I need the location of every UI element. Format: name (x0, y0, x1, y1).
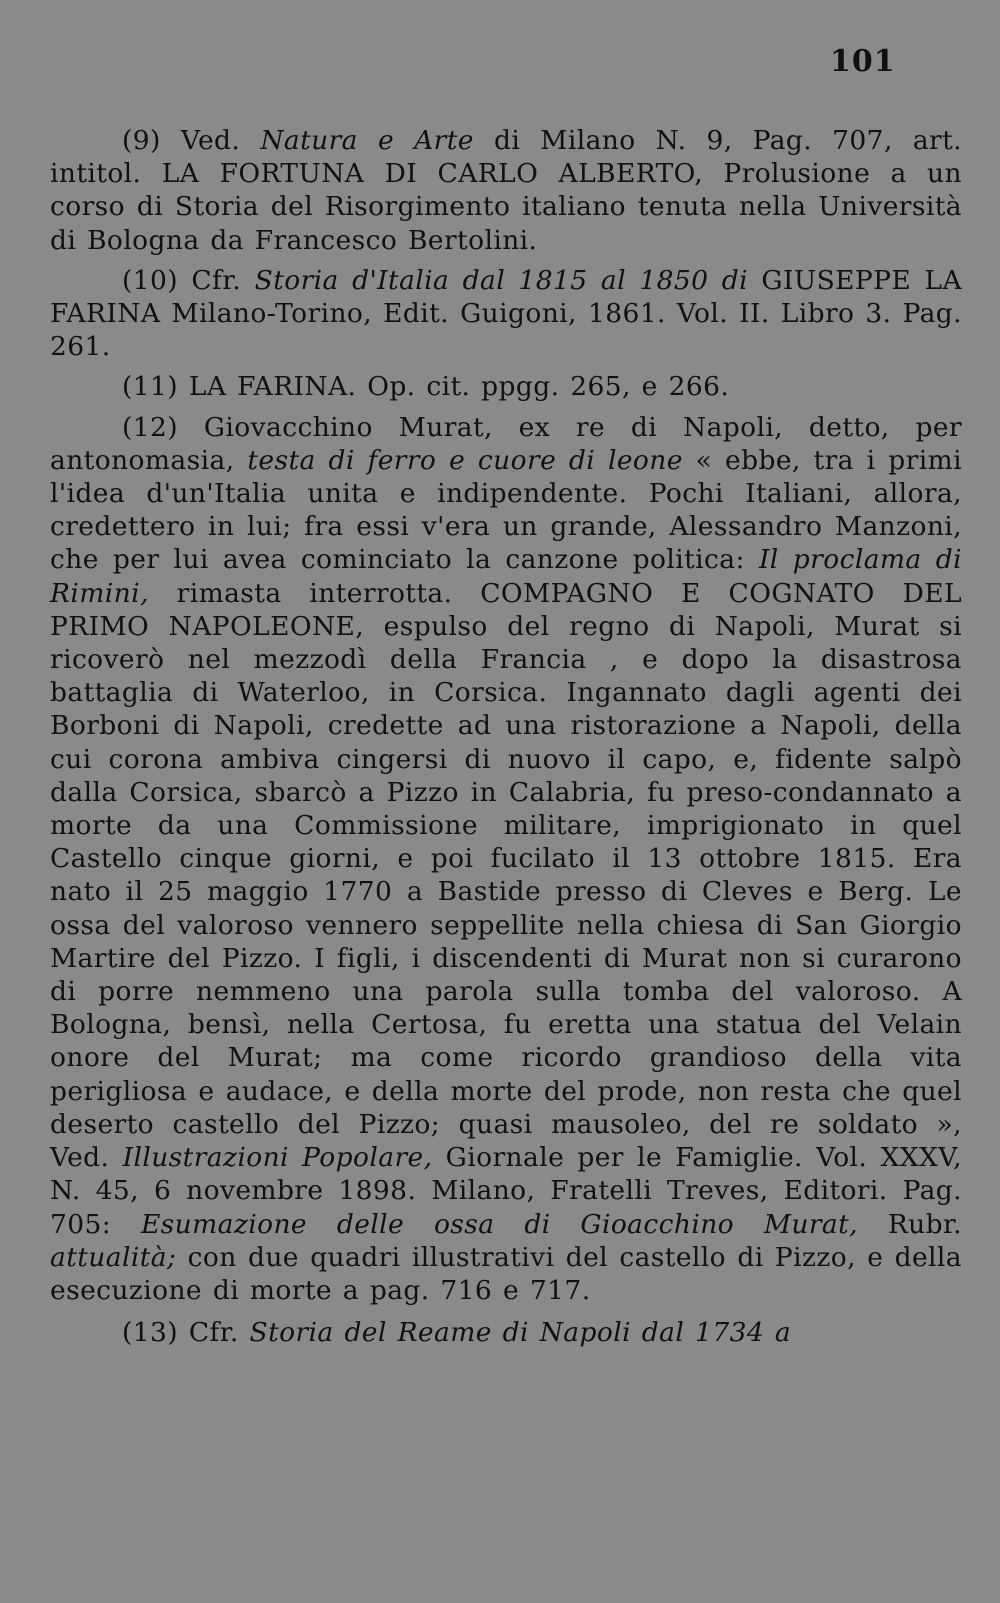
footnote-marker: (12) (122, 411, 178, 443)
footnote-text: LA FARINA. Op. cit. ppgg. 265, e 266. (178, 371, 730, 403)
footnote-italic-text: Esumazione delle ossa di Gioacchino Murat, (140, 1208, 858, 1240)
footnote (50, 124, 962, 257)
footnote-text: « ebbe, tra i primi l'idea d'un'Italia unita e indipendente. Pochi Italiani, allora, credettero in lui; fra essi v'era un grande, Alessandro Manzoni, che per lui avea cominciato la canzone politica: (50, 444, 962, 576)
footnotes (50, 124, 962, 1358)
footnote-italic-text: Storia d'Italia dal 1815 al 1850 di (254, 264, 749, 296)
footnote-text: di Milano N. 9, Pag. 707, art. intitol. LA FORTUNA DI CARLO ALBERTO, Prolusione a un corso di Storia del Risorgimento italiano tenuta nella Università di Bologna da Francesco Bertolini. (50, 125, 962, 256)
footnote-text: Giornale per le Famiglie. Vol. XXXV, N. 45, 6 novembre 1898. Milano, Fratelli Treves, Editori. Pag. 705: (50, 1142, 963, 1240)
footnote-italic-text: testa di ferro e cuore di leone (247, 444, 683, 476)
footnote-text: Cfr. (178, 264, 255, 296)
footnote-text: Ved. (160, 125, 261, 156)
footnote (50, 1316, 962, 1349)
footnote-marker: (9) (122, 125, 161, 156)
footnote-italic-text: Il proclama di Rimini, (50, 544, 962, 609)
footnote-italic-text: Illustrazioni Popolare, (122, 1142, 433, 1174)
footnote (50, 264, 962, 364)
footnote-italic-text: Natura e Arte (260, 125, 474, 156)
footnote-text: Giovacchino Murat, ex re di Napoli, detto, per antonomasia, (50, 411, 962, 476)
footnote-marker: (13) (122, 1317, 178, 1349)
footnote-marker: (10) (122, 264, 178, 296)
footnote-text: con due quadri illustrativi del castello di Pizzo, e della esecuzione di morte a pag. 716 e 717. (50, 1241, 962, 1306)
footnote-text: Rubr. (858, 1208, 962, 1240)
footnote-text: rimasta interrotta. COMPAGNO E COGNATO DEL PRIMO NAPOLEONE, espulso del regno di Napoli, Murat si ricoverò nel mezzodì della Francia , e dopo la disastrosa battaglia di Waterloo, in Corsica. Ingannato dagli agenti dei Borboni di Napoli, credette ad una ristorazione a Napoli, della cui corona ambiva cingersi di nuovo il capo, e, fidente salpò dalla Corsica, sbarcò a Pizzo in Calabria, fu preso-condannato a morte da una Commissione militare, imprigionato in quel Castello cinque giorni, e poi fucilato il 13 ottobre 1815. Era nato il 25 maggio 1770 a Bastide presso di Cleves e Berg. Le ossa del valoroso vennero seppellite nella chiesa di San Giorgio Martire del Pizzo. I figli, i discendenti di Murat non si curarono di porre nemmeno una parola sulla tomba del valoroso. A Bologna, bensì, nella Certosa, fu eretta una statua del Velain onore del Murat; ma come ricordo grandioso della vita perigliosa e audace, e della morte del prode, non resta che quel deserto castello del Pizzo; quasi mausoleo, del re soldato », Ved. (50, 577, 962, 1174)
footnote (50, 370, 962, 403)
footnote-italic-text: Storia del Reame di Napoli dal 1734 a (249, 1317, 792, 1349)
footnote-marker: (11) (122, 371, 178, 403)
page-number: 101 (830, 44, 896, 79)
footnote (50, 411, 962, 1307)
footnote-text: GIUSEPPE LA FARINA Milano-Torino, Edit. Guigoni, 1861. Vol. II. Libro 3. Pag. 261. (50, 264, 962, 363)
footnote-text: Cfr. (178, 1317, 250, 1349)
footnote-italic-text: attualità; (50, 1241, 177, 1273)
